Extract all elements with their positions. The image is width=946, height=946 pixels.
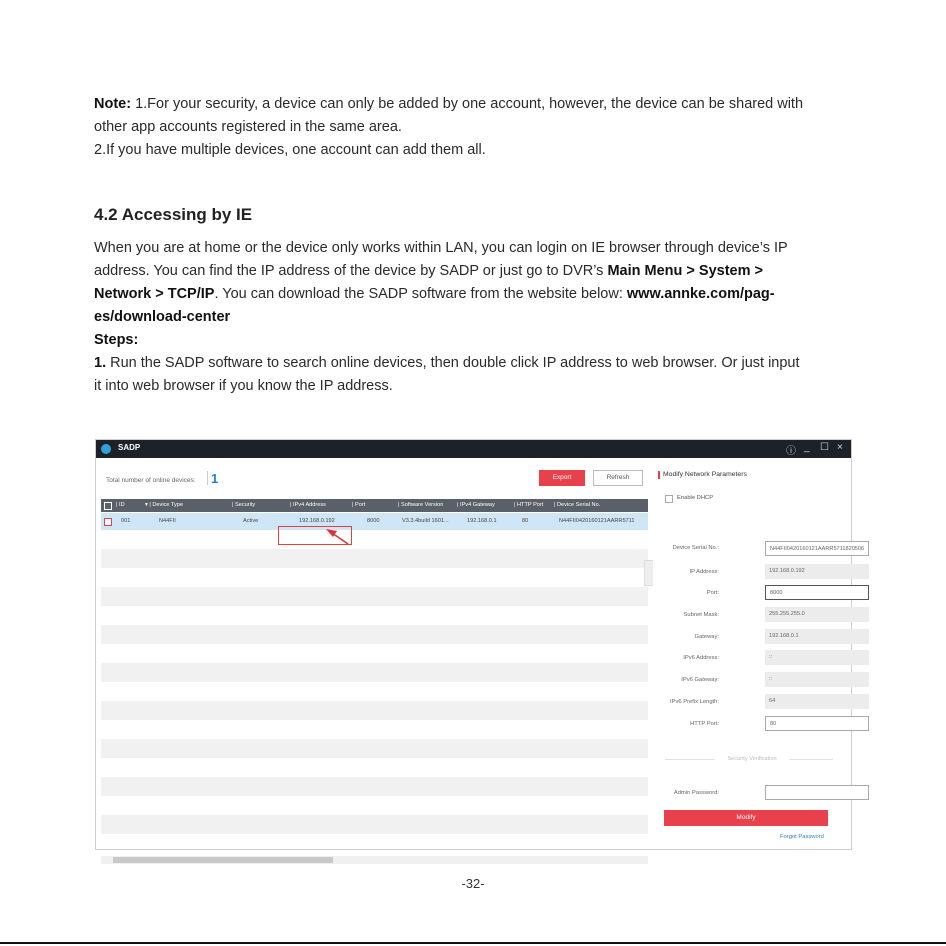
ip-address-label: IP Address: — [689, 569, 719, 575]
note-line-3: 2.If you have multiple devices, one account can add them all. — [94, 142, 486, 158]
sadp-screenshot — [95, 439, 865, 850]
cell-id: 001 — [121, 518, 131, 524]
port-label: Port: — [706, 590, 719, 596]
page-number: -32- — [461, 876, 485, 891]
refresh-button[interactable]: Refresh — [593, 470, 643, 486]
col-ipv4[interactable]: IPv4 Address — [293, 502, 326, 508]
intro-line-1: When you are at home or the device only works within LAN, you can login on IE browser through device’s IP — [94, 240, 788, 256]
steps-label: Steps: — [94, 332, 139, 348]
intro-line-3: . You can download the SADP software from the website below: — [214, 286, 627, 302]
cell-gateway: 192.168.0.1 — [467, 518, 497, 524]
ipv6-gateway-field[interactable]: :: — [765, 672, 869, 687]
ipv6-address-field[interactable]: :: — [765, 650, 869, 665]
security-verification-label: Security Verification — [727, 756, 777, 762]
modify-network-panel — [653, 458, 865, 849]
col-software-version[interactable]: Software Version — [401, 502, 444, 508]
cell-http-port: 80 — [522, 518, 529, 524]
ipv6-address-label: IPv6 Address: — [683, 655, 719, 661]
intro-line-2: address. You can find the IP address of the device by SADP or just go to DVR’s — [94, 263, 608, 279]
subnet-mask-label: Subnet Mask: — [683, 612, 719, 618]
panel-title: Modify Network Parameters — [663, 471, 747, 478]
panel-title-marker — [658, 471, 660, 479]
col-gateway[interactable]: IPv4 Gateway — [460, 502, 495, 508]
download-url-1: www.annke.com/pag- — [626, 286, 775, 302]
http-port-label: HTTP Port: — [690, 721, 719, 727]
enable-dhcp-checkbox[interactable] — [665, 495, 673, 503]
ip-address-field[interactable]: 192.168.0.192 — [765, 564, 869, 579]
col-port[interactable]: Port — [355, 502, 366, 508]
subnet-mask-field[interactable]: 255.255.255.0 — [765, 607, 869, 622]
section-title: 4.2 Accessing by IE — [94, 205, 253, 224]
col-id[interactable]: ID — [119, 502, 125, 508]
admin-password-field[interactable] — [765, 785, 869, 800]
note-line-1: 1.For your security, a device can only be added by one account, however, the device can be shared with — [131, 96, 804, 112]
serial-label: Device Serial No.: — [672, 545, 719, 551]
col-security[interactable]: Security — [235, 502, 256, 508]
online-devices-label: Total number of online devices: — [106, 477, 196, 484]
enable-dhcp-label: Enable DHCP — [677, 495, 714, 501]
forgot-password-link[interactable]: Forgot Password — [780, 834, 824, 840]
download-url-2: es/download-center — [94, 309, 231, 325]
modify-button[interactable]: Modify — [664, 810, 828, 826]
close-icon[interactable]: × — [837, 442, 843, 453]
cell-security: Active — [243, 518, 259, 524]
export-button[interactable]: Export — [539, 470, 585, 486]
port-field[interactable]: 8000 — [765, 585, 869, 600]
intro-paragraph — [94, 237, 854, 398]
note-label: Note: — [94, 96, 132, 112]
device-table-header: | ID ▾ | Device Type | Security | IPv4 Address | Port | Software Version | IPv4 Gateway | HTTP Port | Device Serial No. — [101, 499, 648, 512]
ipv6-gateway-label: IPv6 Gateway: — [681, 677, 719, 683]
admin-password-label: Admin Password: — [673, 790, 719, 796]
cell-serial: N44FII0420160121AARR5711 — [559, 518, 635, 524]
cell-software-version: V3.3.4build 1601... — [402, 518, 449, 524]
sadp-app-title: SADP — [118, 443, 141, 452]
col-serial[interactable]: Device Serial No. — [557, 502, 601, 508]
minimize-icon[interactable]: _ — [804, 442, 810, 453]
online-devices-count: 1 — [211, 471, 219, 486]
step-1-number: 1. — [94, 355, 107, 371]
scrollbar-thumb[interactable] — [113, 857, 333, 863]
info-icon[interactable]: ⓘ — [786, 446, 796, 457]
page-bottom-rule — [0, 942, 946, 944]
gateway-field[interactable]: 192.168.0.1 — [765, 629, 869, 644]
cell-port: 8000 — [367, 518, 380, 524]
cell-device-type: N44FII — [159, 518, 176, 524]
col-device-type[interactable]: Device Type — [152, 502, 184, 508]
divider — [789, 759, 833, 760]
note-paragraph — [94, 93, 854, 162]
note-line-2: other app accounts registered in the same area. — [94, 119, 402, 135]
menu-path-2: Network > TCP/IP — [94, 286, 215, 302]
step-1-line-2: it into web browser if you know the IP address. — [94, 378, 393, 394]
http-port-field[interactable]: 80 — [765, 716, 869, 731]
step-1-line-1: Run the SADP software to search online devices, then double click IP address to web browser. Or just input — [106, 355, 800, 371]
ipv6-prefix-label: IPv6 Prefix Length: — [670, 699, 719, 705]
cell-ipv4[interactable]: 192.168.0.192 — [299, 518, 335, 524]
ipv6-prefix-field[interactable]: 64 — [765, 694, 869, 709]
serial-field[interactable]: N44FII0420160121AARR5711820506 — [765, 541, 869, 556]
menu-path-1: Main Menu > System > — [607, 263, 763, 279]
col-http-port[interactable]: HTTP Port — [517, 502, 544, 508]
gateway-label: Gateway: — [694, 634, 719, 640]
maximize-icon[interactable]: ☐ — [820, 442, 829, 453]
horizontal-scrollbar[interactable] — [101, 856, 648, 864]
